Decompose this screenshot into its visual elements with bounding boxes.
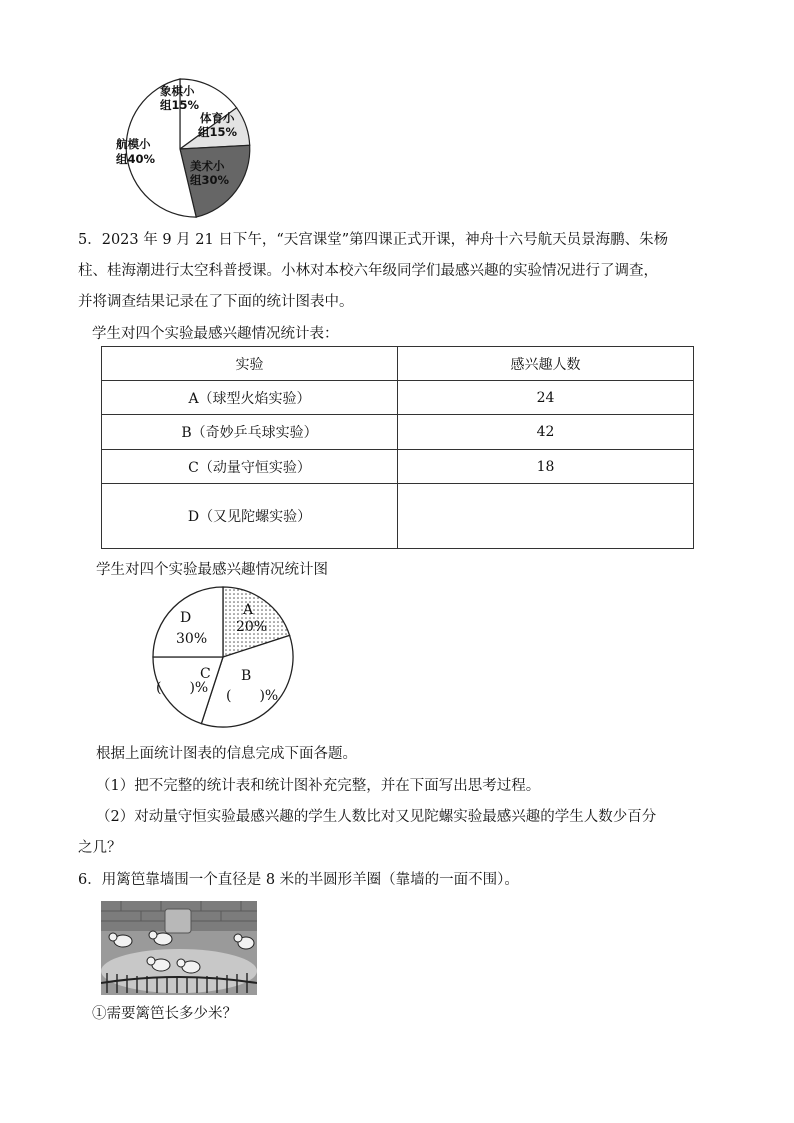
table-header-count: 感兴趣人数 bbox=[398, 347, 694, 381]
q5-text-line1: 5．2023 年 9 月 21 日下午，“天宫课堂”第四课正式开课，神舟十六号航天员景海鹏、朱杨 bbox=[78, 232, 669, 248]
pie2-pct-c: ( )% bbox=[156, 680, 209, 696]
q6-subquestion-1: ①需要篱笆长多少米？ bbox=[92, 1006, 237, 1022]
interest-group-pie-chart bbox=[100, 74, 260, 224]
table-row bbox=[102, 381, 694, 415]
table-cell-count: 42 bbox=[398, 415, 694, 450]
table-row bbox=[102, 450, 694, 484]
pie2-label-c: C bbox=[200, 666, 211, 682]
table-row bbox=[102, 415, 694, 450]
q5-subquestion-2-line1: （2）对动量守恒实验最感兴趣的学生人数比对又见陀螺实验最感兴趣的学生人数少百分 bbox=[96, 809, 657, 825]
table-header-row bbox=[102, 347, 694, 381]
table-cell-count: 18 bbox=[398, 450, 694, 484]
table-cell-experiment: A（球型火焰实验） bbox=[102, 381, 398, 415]
q5-subquestion-2-line2: 之几？ bbox=[78, 840, 122, 856]
pie1-label-model-2: 组40% bbox=[116, 152, 156, 166]
table-cell-count: 24 bbox=[398, 381, 694, 415]
table-cell-experiment: B（奇妙乒乓球实验） bbox=[102, 415, 398, 450]
pie2-label-a: A bbox=[243, 602, 254, 618]
pie2-label-b: B bbox=[241, 668, 252, 684]
table-row bbox=[102, 484, 694, 549]
pie1-label-art-1: 美术小 bbox=[190, 159, 225, 173]
q5-instruction: 根据上面统计图表的信息完成下面各题。 bbox=[96, 746, 357, 762]
pie2-pct-a: 20% bbox=[236, 619, 268, 635]
q5-table-caption: 学生对四个实验最感兴趣情况统计表： bbox=[92, 326, 339, 342]
table-header-experiment: 实验 bbox=[102, 347, 398, 381]
experiment-pie-chart bbox=[148, 584, 298, 730]
q5-subquestion-1: （1）把不完整的统计表和统计图补充完整，并在下面写出思考过程。 bbox=[96, 778, 541, 794]
pie1-label-chess-2: 组15% bbox=[160, 98, 200, 112]
pie1-label-model-1: 航模小 bbox=[116, 137, 151, 151]
pie2-pct-b: ( )% bbox=[226, 688, 279, 704]
experiment-stats-table bbox=[101, 346, 694, 549]
pie2-pct-d: 30% bbox=[176, 631, 208, 647]
q5-chart-caption: 学生对四个实验最感兴趣情况统计图 bbox=[96, 562, 328, 578]
pie1-label-art-2: 组30% bbox=[190, 173, 230, 187]
sheep-pen-picture bbox=[101, 901, 257, 995]
q5-text-line3: 并将调查结果记录在了下面的统计图表中。 bbox=[78, 294, 354, 310]
pie2-label-d: D bbox=[180, 610, 192, 626]
q6-text-line1: 6．用篱笆靠墙围一个直径是 8 米的半圆形羊圈（靠墙的一面不围）。 bbox=[78, 872, 519, 888]
table-cell-experiment: C（动量守恒实验） bbox=[102, 450, 398, 484]
table-cell-count bbox=[398, 484, 694, 549]
pie1-label-sports-1: 体育小 bbox=[200, 111, 235, 125]
q5-text-line2: 柱、桂海潮进行太空科普授课。小林对本校六年级同学们最感兴趣的实验情况进行了调查， bbox=[78, 263, 658, 279]
pie1-label-chess-1: 象棋小 bbox=[160, 84, 195, 98]
table-cell-experiment: D（又见陀螺实验） bbox=[102, 484, 398, 549]
pie1-label-sports-2: 组15% bbox=[198, 125, 238, 139]
